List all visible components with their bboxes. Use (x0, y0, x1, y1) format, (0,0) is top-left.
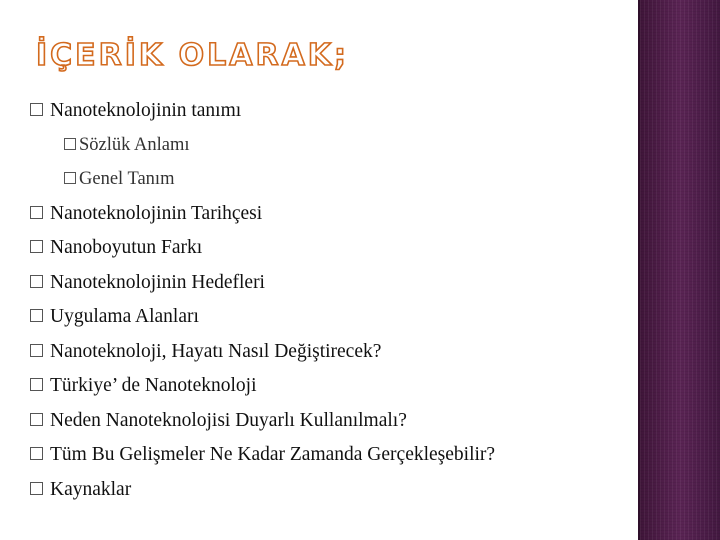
square-bullet-icon (30, 275, 43, 288)
list-item (30, 203, 630, 238)
square-bullet-icon (64, 172, 76, 184)
square-bullet-icon (30, 206, 43, 219)
list-item (30, 375, 630, 410)
list-item-text: Nanoteknolojinin Tarihçesi (50, 202, 263, 224)
list-item-text: Tüm Bu Gelişmeler Ne Kadar Zamanda Gerçekleşebilir? (50, 444, 496, 465)
list-item-text: Nanoteknolojinin Hedefleri (50, 271, 265, 293)
list-item-text: Türkiye’ de Nanoteknoloji (50, 375, 257, 396)
list-item-text: Sözlük Anlamı (79, 134, 190, 155)
list-item-text: Kaynaklar (50, 478, 132, 500)
list-item (30, 479, 630, 514)
sub-list-item (30, 135, 630, 169)
bullet-list (30, 100, 630, 513)
list-item-text: Neden Nanoteknolojisi Duyarlı Kullanılmalı? (50, 409, 407, 431)
square-bullet-icon (30, 309, 43, 322)
list-item-text: Nanoboyutun Farkı (50, 237, 203, 258)
square-bullet-icon (30, 344, 43, 357)
list-item-text: Uygulama Alanları (50, 306, 199, 327)
square-bullet-icon (30, 447, 43, 460)
square-bullet-icon (30, 240, 43, 253)
decorative-side-band (640, 0, 720, 540)
sub-list-item (30, 169, 630, 203)
list-item (30, 306, 630, 341)
square-bullet-icon (30, 378, 43, 391)
list-item (30, 444, 630, 479)
list-item-text: Nanoteknolojinin tanımı (50, 100, 242, 121)
list-item (30, 410, 630, 445)
square-bullet-icon (64, 138, 76, 150)
square-bullet-icon (30, 413, 43, 426)
square-bullet-icon (30, 103, 43, 116)
list-item (30, 341, 630, 376)
square-bullet-icon (30, 482, 43, 495)
list-item-text: Nanoteknoloji, Hayatı Nasıl Değiştirecek? (50, 340, 382, 362)
list-item-text: Genel Tanım (79, 168, 175, 189)
list-item (30, 100, 630, 135)
slide-title: İÇERİK OLARAK; (36, 38, 350, 73)
list-item (30, 237, 630, 272)
list-item (30, 272, 630, 307)
